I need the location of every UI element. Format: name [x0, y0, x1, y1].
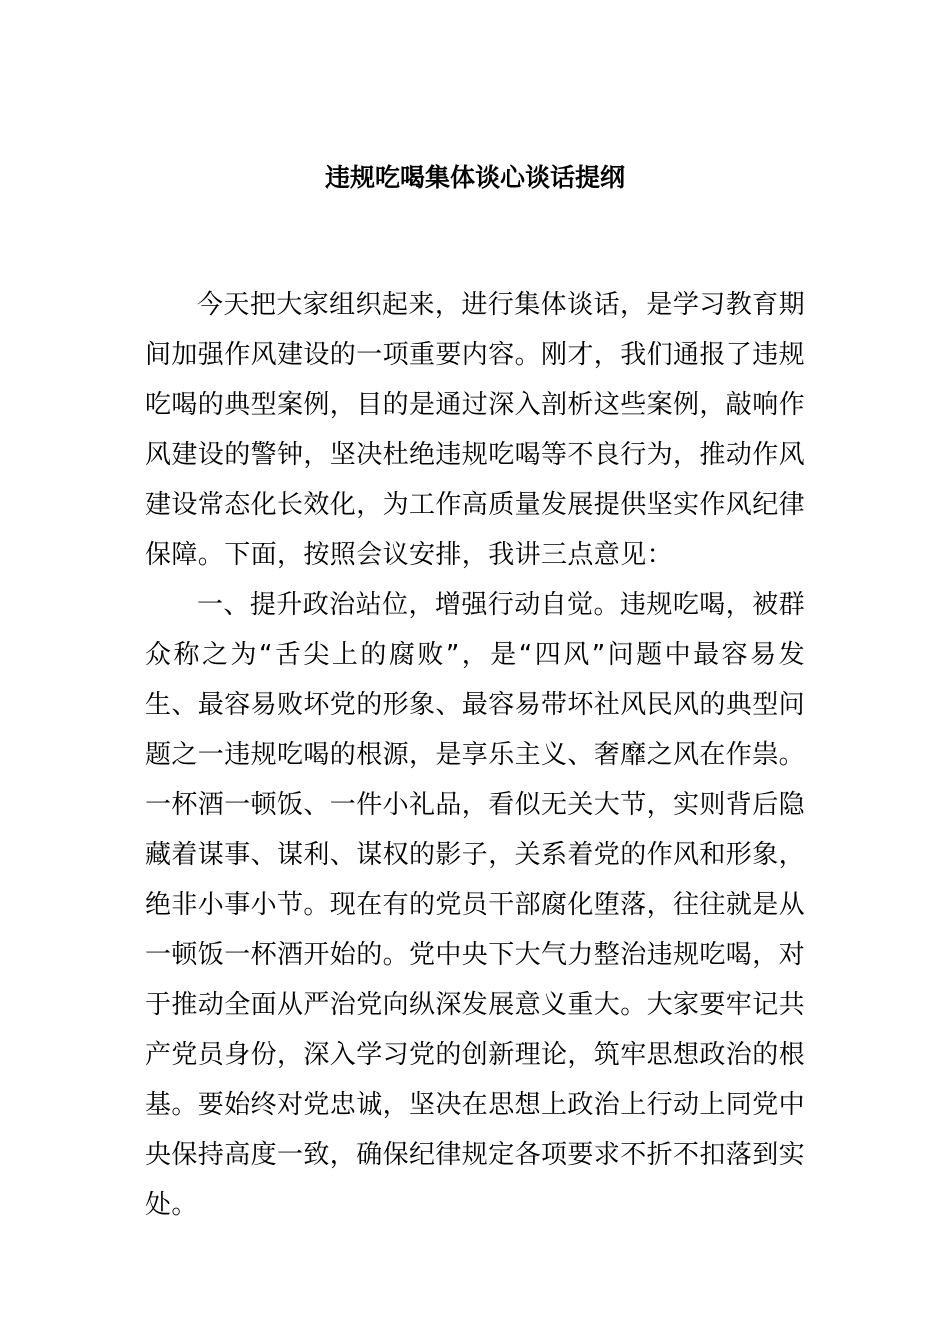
- document-title: 违规吃喝集体谈心谈话提纲: [324, 163, 625, 192]
- paragraph-point-one: 一、提升政治站位，增强行动自觉。违规吃喝，被群众称之为“舌尖上的腐败”，是“四风”问题中最容易发生、最容易败坏党的形象、最容易带坏社风民风的典型问题之一违规吃喝的根源，是享乐主义、奢靡之风在作祟。一杯酒一顿饭、一件小礼品，看似无关大节，实则背后隐藏着谋事、谋利、谋权的影子，关系着党的作风和形象，绝非小事小节。现在有的党员干部腐化堕落，往往就是从一顿饭一杯酒开始的。党中央下大气力整治违规吃喝，对于推动全面从严治党向纵深发展意义重大。大家要牢记共产党员身份，深入学习党的创新理论，筑牢思想政治的根基。要始终对党忠诚，坚决在思想上政治上行动上同党中央保持高度一致，确保纪律规定各项要求不折不扣落到实处。: [145, 590, 806, 1220]
- paragraph-intro: 今天把大家组织起来，进行集体谈话，是学习教育期间加强作风建设的一项重要内容。刚才，我们通报了违规吃喝的典型案例，目的是通过深入剖析这些案例，敲响作风建设的警钟，坚决杜绝违规吃喝等不良行为，推动作风建设常态化长效化，为工作高质量发展提供坚实作风纪律保障。下面，按照会议安排，我讲三点意见：: [145, 290, 806, 570]
- document-body: [145, 280, 805, 1230]
